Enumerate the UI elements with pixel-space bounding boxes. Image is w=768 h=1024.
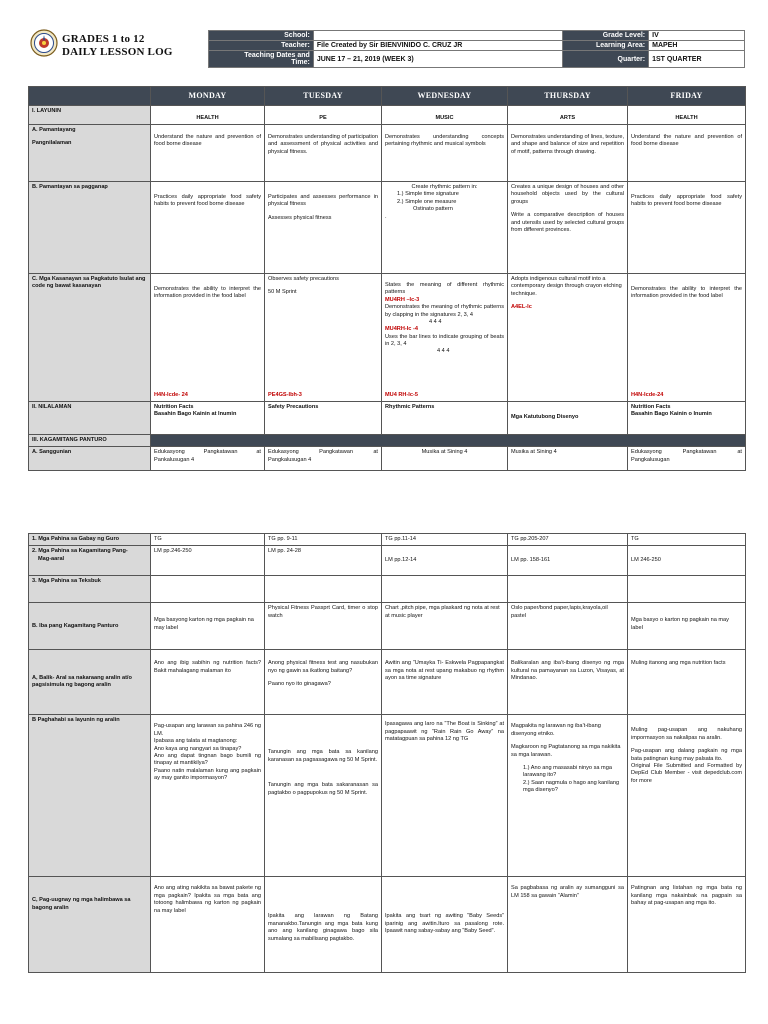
layunin-label: I. LAYUNIN — [29, 106, 151, 125]
paghahabi-mon-2: Ipabasa ang talata at magtanong: — [154, 738, 238, 745]
pag-uugnay-label: C, Pag-uugnay ng mga halimbawa sa bagong aralin — [29, 877, 151, 973]
gabay-thu: TG pp.205-207 — [508, 534, 628, 546]
paghahabi-row — [29, 715, 746, 877]
nilalaman-row — [29, 402, 746, 435]
teksbuk-fri — [628, 576, 746, 603]
subject-wed: MUSIC — [382, 106, 508, 125]
iba-pang-thu: Oslo paper/bond paper,lapis,krayola,oil pastel — [508, 603, 628, 650]
paghahabi-mon-3: Ano kaya ang nangyari sa tinapay? — [154, 745, 242, 752]
day-header-row — [29, 87, 746, 106]
pagganap-wed-4: Ostinato pattern — [413, 206, 453, 213]
kasanayan-wed-code2: MU4RH-Ic -4 — [385, 326, 418, 333]
meta-table — [208, 30, 745, 68]
nilalaman-fri — [628, 402, 746, 435]
balik-aral-mon: Ano ang ibig sabihin ng nutrition facts? Bakit mahalagang malaman ito — [151, 650, 265, 715]
sanggunian-tue: Edukasyong Pangkatawan at Pangkalusugan 4 — [265, 447, 382, 471]
day-header-blank — [29, 87, 151, 106]
kasanayan-fri-text: Demonstrates the ability to interpret the information provided in the food label — [631, 286, 742, 300]
gabay-mon: TG — [151, 534, 265, 546]
teacher-value: File Created by Sir BIENVINIDO C. CRUZ JR — [313, 41, 562, 51]
pag-uugnay-tue: Ipakita ang larawan ng Batang mananakbo.Tanungin ang mga bata kung ano ang kanilang ginagawa bago sila sumalang sa mabilisang pagtakbo. — [265, 877, 382, 973]
paghahabi-tue — [265, 715, 382, 877]
gabay-row — [29, 534, 746, 546]
pagganap-wed-1: Create rhythmic pattern in: — [411, 184, 478, 190]
paghahabi-fri-3: Original File Submitted and Formatted by DepEd Club Member - visit depedclub.com for more — [631, 762, 742, 784]
nilalaman-fri-1: Nutrition Facts — [631, 404, 671, 410]
paghahabi-fri — [628, 715, 746, 877]
pagganap-row — [29, 182, 746, 274]
pag-uugnay-fri: Patingnan ang listahan ng mga bata ng kanilang mga nakainbak na pagpain sa bahay at pag-usapan ang mga ito. — [628, 877, 746, 973]
kasanayan-thu-code: A4EL-Ic — [511, 304, 532, 311]
balik-aral-label: A, Balik- Aral sa nakaraang aralin at/o pagsisimula ng bagong aralin — [29, 650, 151, 715]
sanggunian-label: A. Sanggunian — [29, 447, 151, 471]
teksbuk-thu — [508, 576, 628, 603]
sanggunian-row — [29, 447, 746, 471]
paghahabi-thu — [508, 715, 628, 877]
paghahabi-tue-2: Tanungin ang mga bata sakaranasan sa pagtakbo o pagpupokus ng 50 M Sprint. — [268, 782, 378, 796]
kasanayan-row — [29, 274, 746, 402]
balik-aral-row — [29, 650, 746, 715]
kagamitang-label-2: Mag-aaral — [38, 555, 65, 562]
grade-label: Grade Level: — [563, 31, 649, 41]
kasanayan-fri — [628, 274, 746, 402]
gabay-wed: TG pp.11-14 — [382, 534, 508, 546]
paghahabi-mon-1: Pag-usapan ang larawan sa pahina 246 ng LM. — [154, 723, 261, 737]
paghahabi-mon — [151, 715, 265, 877]
nilalaman-label: II. NILALAMAN — [29, 402, 151, 435]
kagamitan-bar — [151, 435, 746, 447]
subject-tue: PE — [265, 106, 382, 125]
grade-value: IV — [649, 31, 745, 41]
subject-fri: HEALTH — [628, 106, 746, 125]
title-daily-lesson-log: DAILY LESSON LOG — [62, 46, 173, 58]
pamantayang-row — [29, 125, 746, 182]
lesson-table-page2 — [28, 533, 746, 973]
kagamitang-mag-aaral-row — [29, 546, 746, 576]
balik-aral-wed: Awitin ang “Umayka Ti- Eskwela Pagpapangkat sa mga nota at rest upang makabuo ng rhythm ayon sa time signature — [382, 650, 508, 715]
sanggunian-mon: Edukasyong Pangkatawan at Pankalusugan 4 — [151, 447, 265, 471]
paghahabi-fri-2: Pag-usapan ang dalang pagkain ng mga bata patingnan kung may palsata ito. — [631, 748, 742, 762]
school-label: School: — [209, 31, 314, 41]
lm-mon: LM pp.246-250 — [151, 546, 265, 576]
day-friday: FRIDAY — [628, 87, 746, 106]
teacher-label: Teacher: — [209, 41, 314, 51]
pag-uugnay-wed: Ipakita ang tsart ng awiting “Baby Seeds” iparinig ang awitin.Ituro sa pasalong rote. Ipaawit nang sabay-sabay ang “Baby Seed”. — [382, 877, 508, 973]
pagganap-tue — [265, 182, 382, 274]
teksbuk-wed — [382, 576, 508, 603]
kagamitan-label: III. KAGAMITANG PANTURO — [29, 435, 151, 447]
pamantayang-label-1: A. Pamantayang — [32, 127, 76, 133]
pag-uugnay-thu: Sa pagbabasa ng aralin ay sumangguni sa LM 158 sa gawain “Alamin” — [508, 877, 628, 973]
dates-label-2: Time: — [291, 59, 310, 66]
pamantayang-mon: Understand the nature and prevention of food borne disease — [151, 125, 265, 182]
kasanayan-wed-2: Demonstrates the meaning of rhythmic patterns by clapping in the signatures 2, 3, 4 — [385, 304, 504, 318]
pagganap-thu — [508, 182, 628, 274]
iba-pang-kagamitan-row — [29, 603, 746, 650]
kasanayan-mon-text: Demonstrates the ability to interpret the information provided in the food label — [154, 286, 261, 300]
day-monday: MONDAY — [151, 87, 265, 106]
nilalaman-mon-2: Basahin Bago Kainin at Inumin — [154, 411, 237, 418]
kasanayan-tue — [265, 274, 382, 402]
pag-uugnay-mon: Ano ang ating nakikita sa bawat pakete ng mga pagkain? Ipakita sa mga bata ang totoong halimbawa ng karton ng pagkain na may label — [151, 877, 265, 973]
kasanayan-wed-4: Uses the bar lines to indicate grouping of beats in 2, 3, 4 — [385, 333, 504, 347]
quarter-value: 1ST QUARTER — [649, 51, 745, 68]
kasanayan-wed-3: 4 4 4 — [429, 318, 442, 325]
nilalaman-tue: Safety Precautions — [265, 402, 382, 435]
paghahabi-wed: Ipasagawa ang laro na “The Boat is Sinking” at pagpapaawit ng “Rain Rain Go Away” na matatagpuan sa pahina 12 ng TG — [382, 715, 508, 877]
pag-uugnay-row — [29, 877, 746, 973]
pamantayang-tue: Demonstrates understanding of participation and assessment of physical activities and physical fitness. — [265, 125, 382, 182]
paghahabi-mon-4: Ano ang dapat tingnan bago bumili ng tinapay at mantikilya? — [154, 752, 261, 767]
deped-seal-icon — [30, 29, 58, 57]
kasanayan-label: C. Mga Kasanayan sa Pagkatuto Isulat ang code ng bawat kasanayan — [29, 274, 151, 402]
lm-thu: LM pp. 158-161 — [508, 546, 628, 576]
kasanayan-tue-code: PE4GS-Ibh-3 — [268, 391, 302, 398]
paghahabi-mon-5: Paano natin malalaman kung ang pagkain ay may ganito impormasyon? — [154, 767, 261, 781]
gabay-fri: TG — [628, 534, 746, 546]
paghahabi-tue-1: Tanungin ang mga bata sa kanilang karanasan sa pagsasagawa ng 50 M Sprint. — [268, 749, 378, 763]
day-thursday: THURSDAY — [508, 87, 628, 106]
lm-wed: LM pp.12-14 — [382, 546, 508, 576]
nilalaman-wed: Rhythmic Patterns — [382, 402, 508, 435]
quarter-label: Quarter: — [563, 51, 649, 68]
kasanayan-wed — [382, 274, 508, 402]
lm-fri: LM 246-250 — [628, 546, 746, 576]
paghahabi-fri-1: Muling pag-usapan ang nakuhang impormasyon sa nakalipas na aralin. — [631, 727, 742, 741]
kasanayan-tue-2: 50 M Sprint — [268, 289, 297, 296]
kasanayan-wed-1: States the meaning of different rhythmic patterns — [385, 282, 504, 296]
pagganap-wed-3: 2.) Simple one measure — [397, 198, 457, 205]
pamantayang-thu: Demonstrates understanding of lines, texture, and shape and balance of size and repetition of motif, patterns through drawing. — [508, 125, 628, 182]
paghahabi-thu-4: 2.) Saan nagmula o hago ang kanilang mga disenyo? — [523, 779, 620, 793]
kasanayan-mon-code: H4N-Icde- 24 — [154, 391, 188, 398]
paghahabi-label: B Paghahabi sa layunin ng aralin — [29, 715, 151, 877]
kagamitan-row — [29, 435, 746, 447]
dates-label-1: Teaching Dates and — [244, 52, 310, 59]
kasanayan-thu — [508, 274, 628, 402]
kasanayan-thu-1: Adopts indigenous cultural motif into a contemporary design through crayon etching technique. — [511, 276, 622, 297]
kasanayan-wed-code3: MU4 RH-Ic-5 — [385, 391, 418, 398]
nilalaman-mon-1: Nutrition Facts — [154, 404, 194, 410]
kagamitang-label — [29, 546, 151, 576]
pagganap-fri: Practices daily appropriate food safety habits to prevent food borne disease — [628, 182, 746, 274]
balik-aral-tue-1: Anong physical fitness test ang nasubukan nyo ng gawin sa ikatlong baitang? — [268, 660, 378, 674]
day-wednesday: WEDNESDAY — [382, 87, 508, 106]
pagganap-mon: Practices daily appropriate food safety habits to prevent food borne disease — [151, 182, 265, 274]
kasanayan-wed-5: 4 4 4 — [437, 348, 450, 355]
pamantayang-wed: Demonstrates understanding concepts pertaining rhythmic and musical symbols — [382, 125, 508, 182]
subject-thu: ARTS — [508, 106, 628, 125]
pagganap-wed — [382, 182, 508, 274]
nilalaman-fri-2: Basahin Bago Kainin o Inumin — [631, 411, 712, 418]
pamantayang-label — [29, 125, 151, 182]
nilalaman-mon — [151, 402, 265, 435]
balik-aral-tue — [265, 650, 382, 715]
dates-label — [209, 51, 314, 68]
sanggunian-fri: Edukasyong Pangkatawan at Pangkalusugan — [628, 447, 746, 471]
pagganap-wed-5: . — [385, 213, 387, 220]
balik-aral-tue-2: Paano nyo ito ginagawa? — [268, 681, 331, 688]
nilalaman-thu: Mga Katutubong Disenyo — [508, 402, 628, 435]
day-tuesday: TUESDAY — [265, 87, 382, 106]
pagganap-thu-1: Creates a unique design of houses and other household objects used by the cultural groups — [511, 184, 624, 205]
title-grades: GRADES 1 to 12 — [62, 33, 145, 45]
teksbuk-label: 3. Mga Pahina sa Teksbuk — [29, 576, 151, 603]
kasanayan-mon — [151, 274, 265, 402]
sanggunian-thu: Musika at Sining 4 — [508, 447, 628, 471]
iba-pang-fri: Mga basyo o karton ng pagkain na may label — [628, 603, 746, 650]
kagamitang-label-1: 2. Mga Pahina sa Kagamitang Pang- — [32, 548, 128, 555]
teksbuk-tue — [265, 576, 382, 603]
pamantayang-label-2: Pangnilalaman — [32, 140, 72, 147]
lesson-table-page1 — [28, 86, 746, 471]
pagganap-wed-2: 1.) Simple time signature — [397, 191, 459, 198]
dates-value: JUNE 17 – 21, 2019 (WEEK 3) — [313, 51, 562, 68]
sanggunian-wed: Musika at Sining 4 — [382, 447, 508, 471]
pagganap-tue-1: Participates and assesses performance in physical fitness — [268, 194, 378, 208]
iba-pang-mon: Mga basyong karton ng mga pagkain na may label — [151, 603, 265, 650]
area-label: Learning Area: — [563, 41, 649, 51]
teksbuk-row — [29, 576, 746, 603]
balik-aral-thu: Balikaralan ang iba’t-ibang disenyo ng mga kultural na pamayanan sa Luzon, Visayas, at Mindanao. — [508, 650, 628, 715]
layunin-row — [29, 106, 746, 125]
gabay-tue: TG pp. 9-11 — [265, 534, 382, 546]
pamantayang-fri: Understand the nature and prevention of food borne disease — [628, 125, 746, 182]
pagganap-tue-2: Assesses physical fitness — [268, 214, 332, 221]
iba-pang-label: B. Iba pang Kagamitang Panturo — [29, 603, 151, 650]
paghahabi-thu-3: 1.) Ano ang masasabi ninyo sa mga larawang ito? — [523, 764, 612, 779]
pagganap-label: B. Pamantayan sa pagganap — [29, 182, 151, 274]
paghahabi-thu-2: Magkaroon ng Pagtatanong sa mga nakikita sa mga larawan. — [511, 744, 621, 758]
lm-tue: LM pp. 24-28 — [265, 546, 382, 576]
gabay-label: 1. Mga Pahina sa Gabay ng Guro — [29, 534, 151, 546]
teksbuk-mon — [151, 576, 265, 603]
iba-pang-wed: Chart ,pitch pipe, mga plaskard ng nota at rest at music player — [382, 603, 508, 650]
school-value — [313, 31, 562, 41]
kasanayan-fri-code: H4N-Icde-24 — [631, 391, 664, 398]
area-value: MAPEH — [649, 41, 745, 51]
pagganap-thu-2: Write a comparative description of houses and utensils used by selected cultural groups from different provinces. — [511, 212, 624, 233]
balik-aral-fri: Muling itanong ang mga nutrition facts — [628, 650, 746, 715]
kasanayan-tue-1: Observes safety precautions — [268, 276, 339, 282]
kasanayan-wed-code1: MU4RH –Ic-3 — [385, 296, 420, 303]
paghahabi-thu-1: Magpakita ng larawan ng iba’t-ibang disenyong etniko. — [511, 723, 601, 737]
subject-mon: HEALTH — [151, 106, 265, 125]
iba-pang-tue: Physical Fitness Passprt Card, timer o stop watch — [265, 603, 382, 650]
